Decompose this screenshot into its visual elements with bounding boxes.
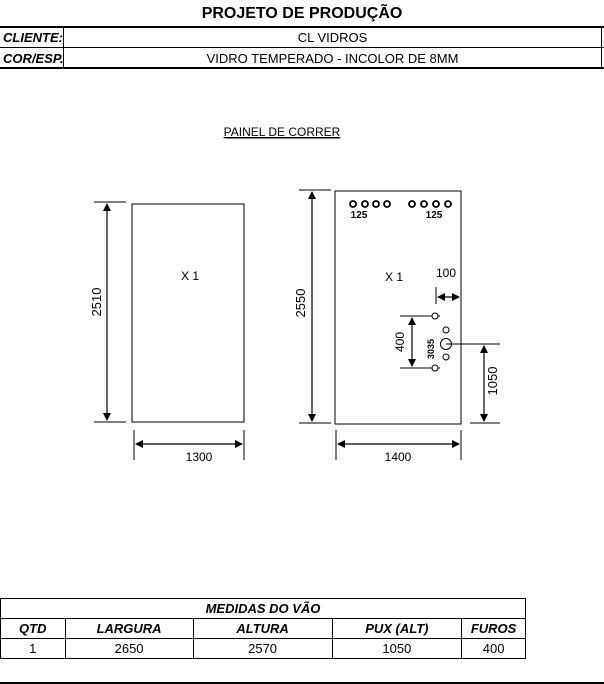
top-hole [373, 201, 379, 207]
panel-left-width-label: 1300 [185, 450, 213, 464]
top-hole [421, 201, 427, 207]
drawing-caption: PAINEL DE CORRER [223, 125, 341, 139]
top-hole [409, 201, 415, 207]
handle-hole [432, 313, 438, 319]
measurements-table [0, 598, 526, 659]
cell-altura: 2570 [193, 639, 332, 659]
panel-left-height-label: 2510 [89, 287, 104, 317]
column-header-qtd: QTD [1, 619, 66, 639]
panel-right-height-label: 2550 [293, 288, 308, 318]
table-row [1, 639, 526, 659]
panel-left-quantity: X 1 [180, 269, 200, 283]
spec-label: COR/ESP. [3, 51, 64, 66]
panel-right-outline [335, 191, 461, 424]
panel-right-quantity: X 1 [384, 270, 404, 284]
handle-hole [443, 327, 449, 333]
cell-furos: 400 [462, 639, 526, 659]
column-header-altura: ALTURA [193, 619, 332, 639]
top-hole [384, 201, 390, 207]
handle-detail-label: 35 [426, 338, 436, 350]
top-holes-group [350, 201, 451, 207]
panel-left-outline [132, 204, 244, 422]
client-value: CL VIDROS [297, 30, 368, 45]
panel-right-width-label: 1400 [384, 450, 412, 464]
handle-detail-label: 30 [426, 348, 436, 360]
cell-pux: 1050 [332, 639, 462, 659]
page-title: PROJETO DE PRODUÇÃO [201, 5, 403, 22]
hole-spacing-right-label: 125 [425, 210, 443, 221]
handle-offset-label: 100 [435, 266, 457, 280]
spec-value: VIDRO TEMPERADO - INCOLOR DE 8MM [206, 51, 459, 66]
hole-spacing-left-label: 125 [350, 210, 368, 221]
top-hole [362, 201, 368, 207]
cell-largura: 2650 [65, 639, 193, 659]
top-hole [445, 201, 451, 207]
column-header-furos: FUROS [462, 619, 526, 639]
handle-spacing-label: 400 [393, 331, 407, 353]
handle-height-label: 1050 [485, 366, 500, 396]
handle-hole [443, 354, 449, 360]
top-hole [433, 201, 439, 207]
handle-hole [432, 365, 438, 371]
measurements-title: MEDIDAS DO VÃO [1, 599, 526, 619]
column-header-pux: PUX (ALT) [332, 619, 462, 639]
top-hole [350, 201, 356, 207]
column-header-largura: LARGURA [65, 619, 193, 639]
cell-qtd: 1 [1, 639, 66, 659]
client-label: CLIENTE: [3, 30, 63, 45]
